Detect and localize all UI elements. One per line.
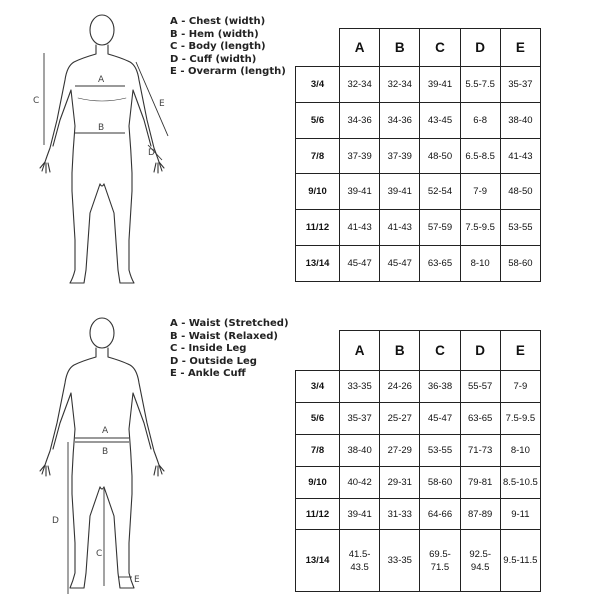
- table-cell: 35-37: [340, 402, 380, 434]
- table-corner: [296, 29, 340, 67]
- table-cell: 8.5-10.5: [500, 466, 540, 498]
- bottom-size-guide: [0, 305, 600, 600]
- table-cell: 34-36: [340, 102, 380, 138]
- marker-d: D: [52, 516, 59, 526]
- table-cell: 45-47: [420, 402, 460, 434]
- table-row: [296, 246, 541, 282]
- column-header: C: [420, 29, 460, 67]
- legend-item: A - Chest (width): [170, 16, 266, 27]
- table-cell: 29-31: [380, 466, 420, 498]
- table-cell: 39-41: [420, 67, 460, 103]
- table-cell: 6-8: [460, 102, 500, 138]
- marker-e: E: [134, 575, 140, 585]
- table-cell: 92.5-94.5: [460, 530, 500, 592]
- table-cell: 58-60: [500, 246, 540, 282]
- table-row: [296, 530, 541, 592]
- table-cell: 8-10: [500, 434, 540, 466]
- table-cell: 43-45: [420, 102, 460, 138]
- legend-item: C - Body (length): [170, 41, 266, 52]
- top-size-guide: [0, 0, 600, 295]
- table-cell: 31-33: [380, 498, 420, 530]
- legend-item: C - Inside Leg: [170, 343, 247, 354]
- table-cell: 39-41: [340, 498, 380, 530]
- table-cell: 27-29: [380, 434, 420, 466]
- table-row: [296, 498, 541, 530]
- table-cell: 9-11: [500, 498, 540, 530]
- table-cell: 48-50: [420, 138, 460, 174]
- table-row: [296, 371, 541, 403]
- bottom-body-figure: [20, 311, 180, 599]
- table-cell: 57-59: [420, 210, 460, 246]
- size-label: 9/10: [296, 174, 340, 210]
- table-cell: 53-55: [500, 210, 540, 246]
- column-header: E: [500, 331, 540, 371]
- table-cell: 64-66: [420, 498, 460, 530]
- table-cell: 25-27: [380, 402, 420, 434]
- column-header: D: [460, 29, 500, 67]
- size-label: 3/4: [296, 371, 340, 403]
- legend-item: D - Cuff (width): [170, 53, 257, 65]
- table-cell: 33-35: [380, 530, 420, 592]
- legend-item: A - Waist (Stretched): [170, 318, 289, 329]
- table-cell: 32-34: [380, 67, 420, 103]
- table-cell: 55-57: [460, 371, 500, 403]
- column-header: E: [500, 29, 540, 67]
- column-header: A: [340, 29, 380, 67]
- size-label: 5/6: [296, 402, 340, 434]
- size-label: 11/12: [296, 210, 340, 246]
- table-corner: [296, 331, 340, 371]
- legend-item: E - Overarm (length): [170, 66, 286, 77]
- marker-d: D: [148, 148, 155, 158]
- table-cell: 5.5-7.5: [460, 67, 500, 103]
- table-cell: 40-42: [340, 466, 380, 498]
- legend-item: B - Waist (Relaxed): [170, 330, 278, 342]
- table-cell: 36-38: [420, 371, 460, 403]
- table-cell: 7-9: [500, 371, 540, 403]
- table-cell: 87-89: [460, 498, 500, 530]
- size-label: 11/12: [296, 498, 340, 530]
- table-cell: 63-65: [460, 402, 500, 434]
- table-cell: 52-54: [420, 174, 460, 210]
- size-label: 13/14: [296, 246, 340, 282]
- table-cell: 79-81: [460, 466, 500, 498]
- marker-c: C: [33, 96, 40, 106]
- legend-item: B - Hem (width): [170, 28, 259, 40]
- table-row: [296, 402, 541, 434]
- table-cell: 41-43: [500, 138, 540, 174]
- table-cell: 63-65: [420, 246, 460, 282]
- size-label: 5/6: [296, 102, 340, 138]
- table-row: [296, 434, 541, 466]
- table-cell: 45-47: [380, 246, 420, 282]
- top-size-table: [295, 28, 541, 282]
- size-label: 3/4: [296, 67, 340, 103]
- table-cell: 33-35: [340, 371, 380, 403]
- top-measure-lines: [44, 53, 168, 160]
- legend-item: E - Ankle Cuff: [170, 368, 246, 379]
- marker-a: A: [98, 75, 105, 85]
- column-header: B: [380, 331, 420, 371]
- table-cell: 41-43: [340, 210, 380, 246]
- table-row: [296, 67, 541, 103]
- bottom-measurement-legend: [170, 318, 289, 381]
- table-cell: 38-40: [500, 102, 540, 138]
- table-cell: 35-37: [500, 67, 540, 103]
- marker-c: C: [96, 549, 103, 559]
- table-cell: 8-10: [460, 246, 500, 282]
- top-measurement-legend: [170, 16, 286, 79]
- table-cell: 34-36: [380, 102, 420, 138]
- table-cell: 38-40: [340, 434, 380, 466]
- table-row: [296, 102, 541, 138]
- table-cell: 41.5-43.5: [340, 530, 380, 592]
- size-label: 9/10: [296, 466, 340, 498]
- table-cell: 37-39: [340, 138, 380, 174]
- bottom-size-table: [295, 330, 541, 592]
- marker-a: A: [102, 426, 109, 436]
- table-row: [296, 138, 541, 174]
- table-cell: 39-41: [380, 174, 420, 210]
- table-row: [296, 210, 541, 246]
- table-cell: 58-60: [420, 466, 460, 498]
- marker-b: B: [98, 123, 105, 133]
- table-cell: 71-73: [460, 434, 500, 466]
- size-label: 13/14: [296, 530, 340, 592]
- table-cell: 69.5-71.5: [420, 530, 460, 592]
- column-header: C: [420, 331, 460, 371]
- size-label: 7/8: [296, 138, 340, 174]
- table-cell: 24-26: [380, 371, 420, 403]
- table-row: [296, 174, 541, 210]
- size-label: 7/8: [296, 434, 340, 466]
- table-cell: 7-9: [460, 174, 500, 210]
- table-cell: 9.5-11.5: [500, 530, 540, 592]
- column-header: A: [340, 331, 380, 371]
- table-cell: 6.5-8.5: [460, 138, 500, 174]
- column-header: D: [460, 331, 500, 371]
- bottom-measure-lines: [68, 438, 132, 594]
- marker-e: E: [159, 99, 165, 109]
- table-cell: 32-34: [340, 67, 380, 103]
- table-cell: 37-39: [380, 138, 420, 174]
- top-body-outline: [40, 15, 164, 283]
- marker-b: B: [102, 447, 109, 457]
- table-cell: 45-47: [340, 246, 380, 282]
- table-cell: 7.5-9.5: [460, 210, 500, 246]
- table-cell: 48-50: [500, 174, 540, 210]
- table-row: [296, 466, 541, 498]
- table-cell: 7.5-9.5: [500, 402, 540, 434]
- top-body-figure: [20, 8, 180, 293]
- column-header: B: [380, 29, 420, 67]
- table-cell: 41-43: [380, 210, 420, 246]
- table-cell: 53-55: [420, 434, 460, 466]
- table-cell: 39-41: [340, 174, 380, 210]
- legend-item: D - Outside Leg: [170, 355, 257, 367]
